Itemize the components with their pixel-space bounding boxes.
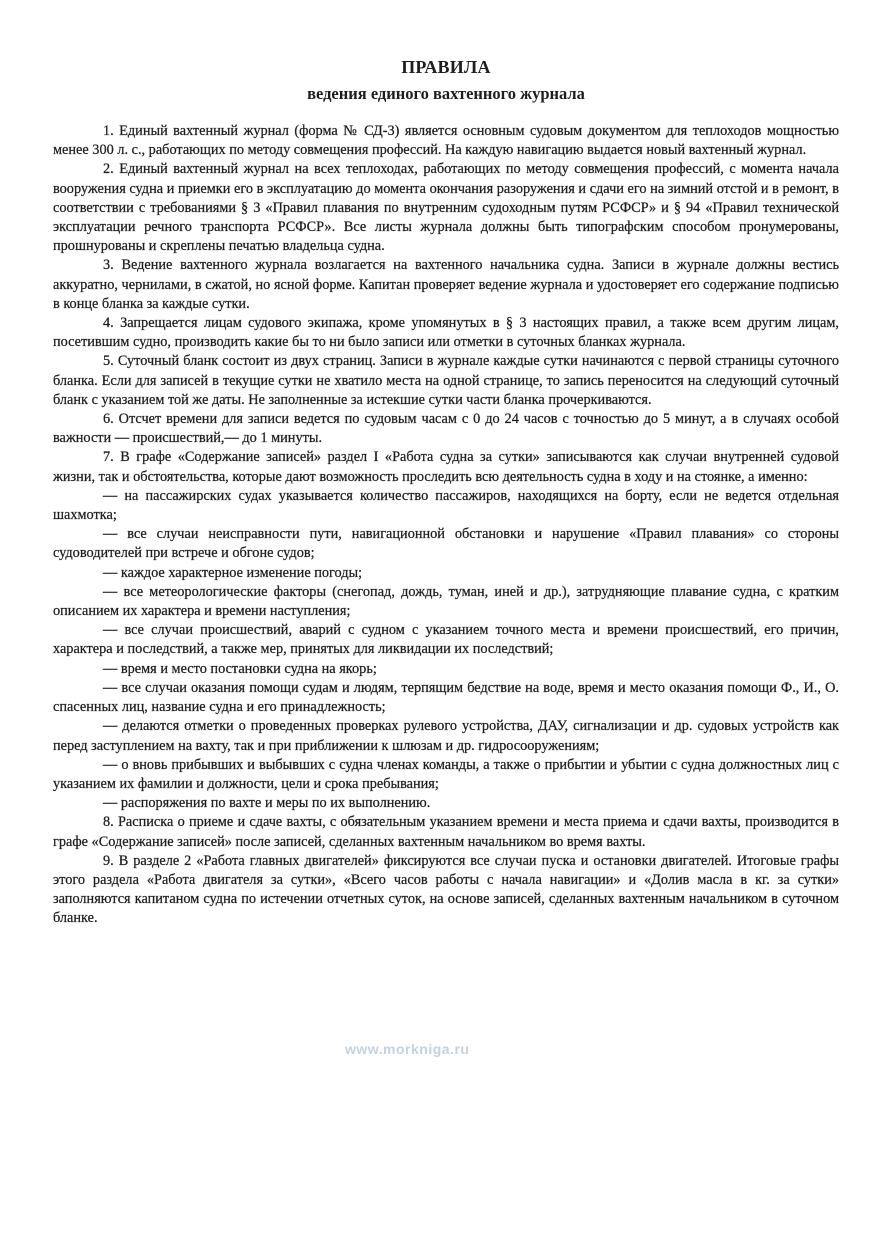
paragraph-7: 7. В графе «Содержание записей» раздел I «Работа судна за сутки» записываются как случаи внутренней судовой жизни, так и обстоятельства, которые дают возможность проследить всю деятельность судна в ходу и на стоянке, а именно: (53, 449, 839, 485)
paragraph-1: 1. Единый вахтенный журнал (форма № СД-3) является основным судовым документом для теплоходов мощностью менее 300 л. с., работающих по методу совмещения профессий. На каждую навигацию выдается новый вахтенный журнал. (53, 123, 839, 159)
list-item-device-checks: — делаются отметки о проведенных проверках рулевого устройства, ДАУ, сигнализации и др. судовых устройств как перед заступлением на вахту, так и при приближении к шлюзам и др. гидросооружениям; (53, 718, 839, 754)
list-item-anchoring: — время и место постановки судна на якорь; (103, 660, 377, 677)
paragraph-9: 9. В разделе 2 «Работа главных двигателей» фиксируются все случаи пуска и остановки двигателей. Итоговые графы этого раздела «Работа двигателя за сутки», «Всего часов работы с начала навигации» и «Долив масла в кг. за сутки» заполняются капитаном судна по истечении отчетных суток, на основе записей, сделанных вахтенным начальником в суточном бланке. (53, 852, 839, 927)
document-title: ПРАВИЛА (401, 57, 491, 77)
document-subtitle: ведения единого вахтенного журнала (307, 84, 585, 103)
list-item-crew-changes: — о вновь прибывших и выбывших с судна членах команды, а также о прибытии и убытии с судна должностных лиц с указанием их фамилии и должности, цели и срока пребывания; (53, 756, 839, 792)
document-page (53, 56, 839, 929)
list-item-passengers: — на пассажирских судах указывается количество пассажиров, находящихся на борту, если не ведется отдельная шахмотка; (53, 487, 839, 524)
list-item-route-faults: — все случаи неисправности пути, навигационной обстановки и нарушение «Правил плавания» со стороны судоводителей при встрече и обгоне судов; (53, 526, 839, 562)
list-item-meteo-factors: — все метеорологические факторы (снегопад, дождь, туман, иней и др.), затрудняющие плавание судна, с кратким описанием их характера и времени наступления; (53, 583, 839, 620)
paragraph-8: 8. Расписка о приеме и сдаче вахты, с обязательным указанием времени и места приема и сдачи вахты, производится в графе «Содержание записей» после записей, сделанных вахтенным начальником во время вахты. (53, 814, 839, 850)
list-item-weather-change: — каждое характерное изменение погоды; (103, 564, 363, 581)
paragraph-6: 6. Отсчет времени для записи ведется по судовым часам с 0 до 24 часов с точностью до 5 минут, а в случаях особой важности — происшествий,— до 1 минуты. (53, 411, 839, 447)
paragraph-4: 4. Запрещается лицам судового экипажа, кроме упомянутых в § 3 настоящих правил, а также всем другим лицам, посетившим судно, производить какие бы то ни было записи или отметки в суточных бланках журнала. (53, 315, 839, 351)
document-body (53, 122, 839, 929)
list-item-watch-orders: — распоряжения по вахте и меры по их выполнению. (103, 795, 431, 812)
paragraph-2: 2. Единый вахтенный журнал на всех теплоходах, работающих по методу совмещения профессий, с момента начала вооружения судна и приемки его в эксплуатацию до момента окончания разоружения и сдачи его на зимний отстой и в ремонт, в соответствии с требованиями § 3 «Правил плавания по внутренним судоходным путям РСФСР» и § 94 «Правил технической эксплуатации речного транспорта РСФСР». Все листы журнала должны быть типографским способом пронумерованы, прошнурованы и скреплены печатью владельца судна. (53, 161, 839, 255)
paragraph-3: 3. Ведение вахтенного журнала возлагается на вахтенного начальника судна. Записи в журнале должны вестись аккуратно, чернилами, в сжатой, но ясной форме. Капитан проверяет ведение журнала и удостоверяет его содержание подписью в конце бланка за каждые сутки. (53, 257, 839, 312)
list-item-incidents: — все случаи происшествий, аварий с судном с указанием точного места и времени происшествий, его причин, характера и последствий, а также мер, принятых для ликвидации их последствий; (53, 622, 839, 658)
watermark: www.morkniga.ru (345, 1041, 470, 1057)
paragraph-5: 5. Суточный бланк состоит из двух страниц. Записи в журнале каждые сутки начинаются с первой страницы суточного бланка. Если для записей в текущие сутки не хватило места на одной странице, то запись переносится на следующий суточный бланк с указанием той же даты. Не заполненные за истекшие сутки части бланка прочеркиваются. (53, 353, 839, 408)
list-item-rescue: — все случаи оказания помощи судам и людям, терпящим бедствие на воде, время и место оказания помощи Ф., И., О. спасенных лиц, название судна и его принадлежность; (53, 679, 839, 716)
